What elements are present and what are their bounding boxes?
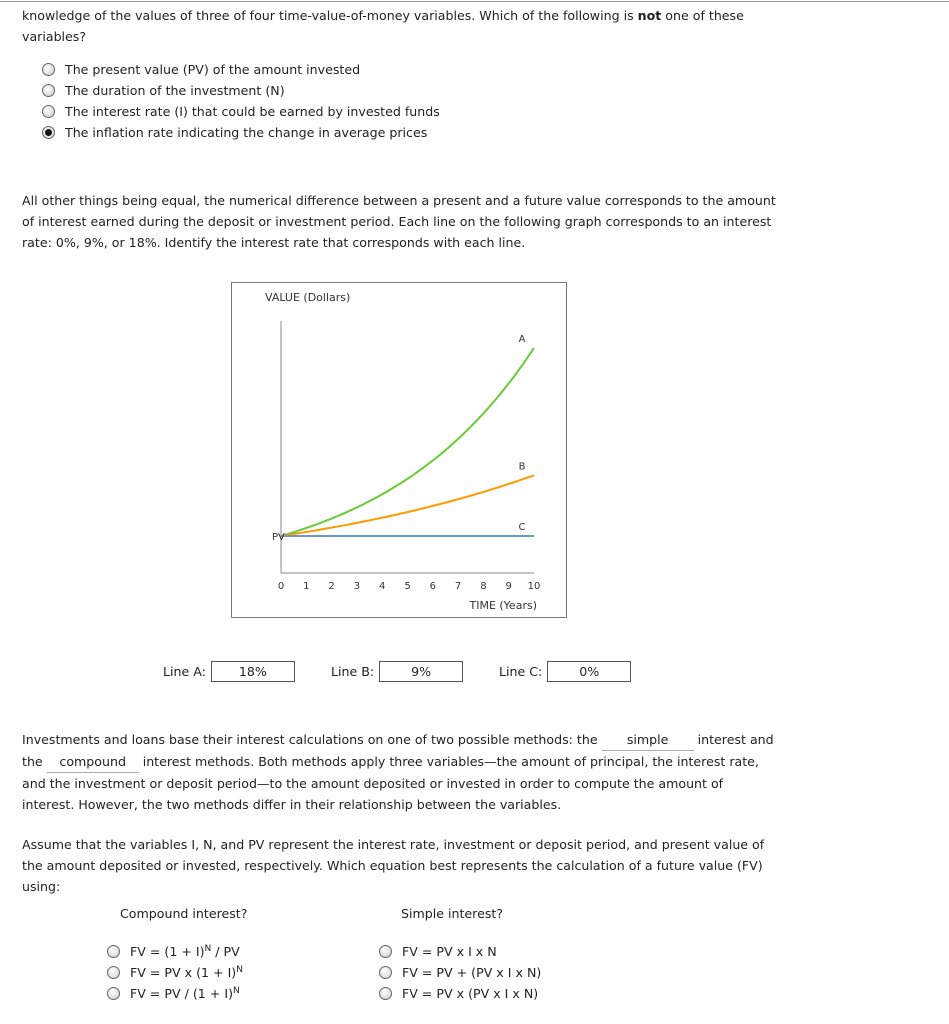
question-4-text: Assume that the variables I, N, and PV represent the interest rate, investment or deposit period, and present value of the amount deposited or invested, respectively. Which equation best represents the calculation of a future value (FV) using: bbox=[22, 837, 765, 894]
option-label: FV = PV x $(1 + I)^N$ bbox=[130, 964, 243, 981]
answer-label: Line B: bbox=[331, 664, 375, 679]
answer-label: Line A: bbox=[163, 664, 206, 679]
interest-chart bbox=[231, 282, 567, 618]
option-label: The duration of the investment (N) bbox=[65, 83, 285, 98]
x-axis-label: TIME (Years) bbox=[469, 599, 537, 612]
series-line-B bbox=[281, 475, 534, 536]
compound-option-1[interactable] bbox=[107, 962, 243, 983]
option-label: FV = PV x I x N bbox=[402, 944, 497, 959]
series-label-B: B bbox=[518, 461, 526, 473]
x-tick-label: 7 bbox=[454, 581, 462, 592]
series-line-A bbox=[281, 348, 534, 536]
simple-title: Simple interest? bbox=[401, 906, 504, 921]
question-1-text: knowledge of the values of three of four time-value-of-money variables. Which of the following is not one of these variables? bbox=[22, 8, 744, 44]
answer-dropdown[interactable]: 0% bbox=[547, 661, 631, 682]
option-label: FV = PV x (PV x I x N) bbox=[402, 986, 539, 1001]
x-tick-label: 5 bbox=[404, 581, 411, 592]
option-label: The inflation rate indicating the change in average prices bbox=[65, 125, 428, 140]
blank-1-answer[interactable]: simple bbox=[602, 729, 694, 751]
option-3[interactable] bbox=[42, 122, 427, 143]
option-1[interactable] bbox=[42, 80, 285, 101]
series-label-A: A bbox=[518, 333, 526, 345]
option-label: The interest rate (I) that could be earned by invested funds bbox=[65, 104, 440, 119]
x-tick-label: 9 bbox=[505, 581, 512, 592]
x-tick-label: 3 bbox=[353, 581, 361, 592]
radio-button[interactable] bbox=[42, 105, 55, 118]
x-tick-label: 10 bbox=[527, 581, 541, 592]
answer-dropdown[interactable]: 9% bbox=[379, 661, 463, 682]
chart-svg bbox=[232, 283, 568, 619]
radio-button[interactable] bbox=[379, 966, 392, 979]
blank-2-answer[interactable]: compound bbox=[47, 751, 139, 773]
x-tick-label: 1 bbox=[303, 581, 310, 592]
radio-button[interactable] bbox=[379, 945, 392, 958]
simple-option-2[interactable] bbox=[379, 983, 538, 1004]
radio-button[interactable] bbox=[42, 84, 55, 97]
x-tick-label: 2 bbox=[328, 581, 335, 592]
divider bbox=[0, 1, 949, 2]
radio-button[interactable] bbox=[379, 987, 392, 1000]
answer-line-0 bbox=[163, 661, 295, 682]
simple-option-0[interactable] bbox=[379, 941, 497, 962]
simple-option-1[interactable] bbox=[379, 962, 541, 983]
answer-line-1 bbox=[331, 661, 463, 682]
question-2-text: All other things being equal, the numerical difference between a present and a future value corresponds to the amount of interest earned during the deposit or investment period. Each line on the following graph corresponds to an interest rate: 0%, 9%, or 18%. Identify the interest rate that corresponds with each line. bbox=[22, 193, 776, 250]
option-0[interactable] bbox=[42, 59, 360, 80]
option-2[interactable] bbox=[42, 101, 440, 122]
x-tick-label: 0 bbox=[277, 581, 285, 592]
x-tick-label: 4 bbox=[379, 581, 386, 592]
answer-line-2 bbox=[499, 661, 631, 682]
pv-label: PV bbox=[272, 531, 285, 543]
option-label: FV = PV + (PV x I x N) bbox=[402, 965, 542, 980]
x-tick-label: 8 bbox=[480, 581, 487, 592]
compound-title: Compound interest? bbox=[120, 906, 248, 921]
question-3-text: Investments and loans base their interest calculations on one of two possible methods: the simple interest and the compound interest methods. Both methods apply three variables—the amount of principal, the interest rate, and the investment or deposit period—to the amount deposited or invested in order to compute the amount of interest. However, the two methods differ in their relationship between the variables. bbox=[22, 729, 777, 815]
answer-dropdown[interactable]: 18% bbox=[211, 661, 295, 682]
compound-option-0[interactable] bbox=[107, 941, 240, 962]
x-tick-label: 6 bbox=[429, 581, 436, 592]
radio-button[interactable] bbox=[42, 63, 55, 76]
option-label: FV = $(1 + I)^N$ / PV bbox=[130, 943, 240, 960]
option-label: The present value (PV) of the amount invested bbox=[65, 62, 361, 77]
answer-label: Line C: bbox=[499, 664, 543, 679]
series-label-C: C bbox=[518, 521, 526, 533]
radio-button[interactable] bbox=[107, 945, 120, 958]
option-label: FV = PV / $(1 + I)^N$ bbox=[130, 985, 240, 1002]
radio-button[interactable] bbox=[42, 126, 55, 139]
compound-option-2[interactable] bbox=[107, 983, 240, 1004]
radio-button[interactable] bbox=[107, 966, 120, 979]
y-axis-label: VALUE (Dollars) bbox=[265, 291, 351, 304]
radio-button[interactable] bbox=[107, 987, 120, 1000]
